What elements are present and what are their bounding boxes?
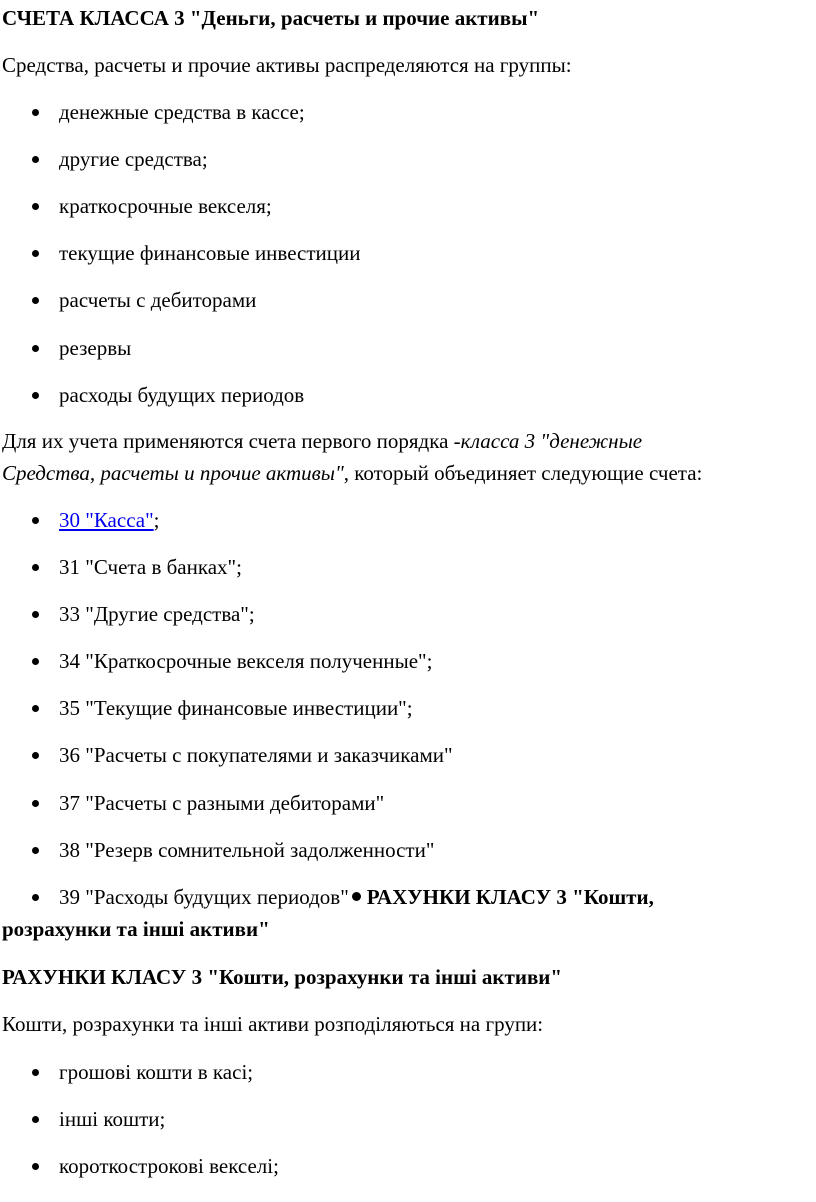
list-item: 36 "Расчеты с покупателями и заказчиками" bbox=[32, 740, 453, 770]
list-item: текущие финансовые инвестиции bbox=[32, 238, 361, 268]
bullet-icon bbox=[32, 297, 39, 304]
bullet-icon bbox=[352, 892, 361, 901]
bullet-icon bbox=[32, 1116, 39, 1123]
account-30-link[interactable]: 30 "Касса" bbox=[59, 508, 154, 532]
list-item: другие средства; bbox=[32, 144, 208, 174]
list-item: расходы будущих периодов bbox=[32, 380, 304, 410]
bullet-icon bbox=[32, 392, 39, 399]
list-item: 33 "Другие средства"; bbox=[32, 599, 255, 629]
bullet-icon bbox=[32, 611, 39, 618]
bullet-icon bbox=[32, 658, 39, 665]
list-item: 30 "Касса"; bbox=[32, 505, 160, 535]
bullet-icon bbox=[32, 847, 39, 854]
list-item: краткосрочные векселя; bbox=[32, 191, 272, 221]
list-item: 38 "Резерв сомнительной задолженности" bbox=[32, 835, 434, 865]
list-item: 31 "Счета в банках"; bbox=[32, 552, 242, 582]
bullet-icon bbox=[32, 517, 39, 524]
intro-ru: Средства, расчеты и прочие активы распределяются на группы: bbox=[2, 53, 572, 77]
bullet-icon bbox=[32, 894, 39, 901]
heading-ru: СЧЕТА КЛАССА 3 "Деньги, расчеты и прочие активы" bbox=[2, 6, 540, 30]
list-item: короткострокові векселі; bbox=[32, 1151, 279, 1181]
list-item: 37 "Расчеты с разными дебиторами" bbox=[32, 788, 384, 818]
bullet-icon bbox=[32, 250, 39, 257]
bullet-icon bbox=[32, 345, 39, 352]
list-item: расчеты с дебиторами bbox=[32, 285, 256, 315]
bullet-icon bbox=[32, 1163, 39, 1170]
list-item: денежные средства в кассе; bbox=[32, 97, 305, 127]
list-item: інші кошти; bbox=[32, 1104, 165, 1134]
list-item: резервы bbox=[32, 333, 131, 363]
list-item: грошові кошти в касі; bbox=[32, 1057, 253, 1087]
bullet-icon bbox=[32, 752, 39, 759]
heading-ua: РАХУНКИ КЛАСУ 3 "Кошти, розрахунки та інші активи" bbox=[2, 965, 563, 989]
bullet-icon bbox=[32, 203, 39, 210]
bullet-icon bbox=[32, 705, 39, 712]
bullet-icon bbox=[32, 156, 39, 163]
bullet-icon bbox=[32, 1069, 39, 1076]
bullet-icon bbox=[32, 800, 39, 807]
list-item: 34 "Краткосрочные векселя полученные"; bbox=[32, 646, 432, 676]
bullet-icon bbox=[32, 564, 39, 571]
list-item: 39 "Расходы будущих периодов" РАХУНКИ КЛАСУ 3 "Кошти, bbox=[32, 882, 654, 912]
list-item: 35 "Текущие финансовые инвестиции"; bbox=[32, 693, 413, 723]
bullet-icon bbox=[32, 109, 39, 116]
intro-ua: Кошти, розрахунки та інші активи розподіляються на групи: bbox=[2, 1012, 544, 1036]
